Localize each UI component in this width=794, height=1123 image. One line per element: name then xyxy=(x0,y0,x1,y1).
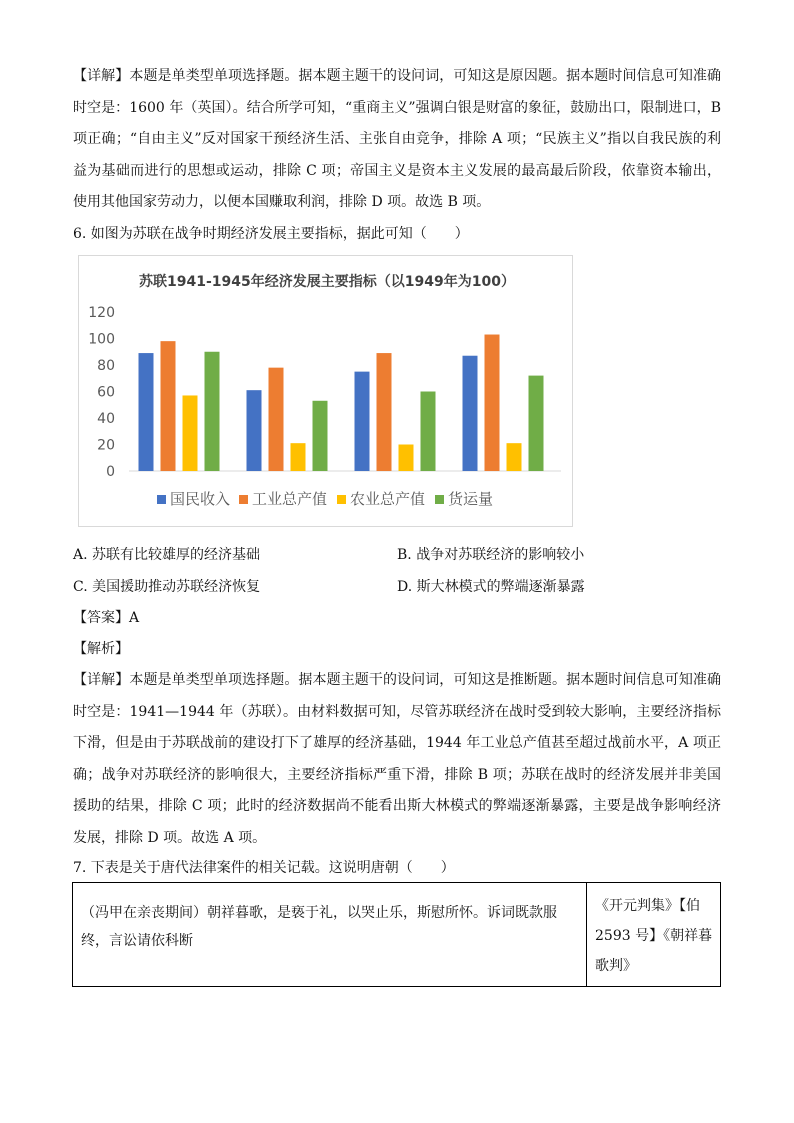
answer-label: 【答案】A xyxy=(73,610,140,626)
analysis-label: 【解析】 xyxy=(73,641,129,657)
records-table xyxy=(72,882,721,987)
bar xyxy=(205,352,220,471)
bar xyxy=(291,443,306,471)
option-b: B. 战争对苏联经济的影响较小 xyxy=(397,547,585,563)
bar xyxy=(507,443,522,471)
bar xyxy=(485,335,500,471)
y-tick-label: 120 xyxy=(88,305,115,321)
option-a: A. 苏联有比较雄厚的经济基础 xyxy=(73,547,261,563)
legend-label: 货运量 xyxy=(448,490,494,508)
chart-frame xyxy=(78,255,573,527)
bar xyxy=(399,445,414,472)
legend-swatch xyxy=(337,495,346,504)
q6-detail-paragraph: 【详解】本题是单类型单项选择题。据本题主题干的设问词，可知这是推断题。据本题时间信息可知准确时空是：1941—1944 年（苏联）。由材料数据可知，尽管苏联经济在战时受到较大影响，主要经济指标下滑，但是由于苏联战前的建设打下了雄厚的经济基础，1944 年工业总产值甚至超过战前水平，A 项正确；战争对苏联经济的影响很大，主要经济指标严重下滑，排除 B 项；苏联在战时的经济发展并非美国援助的结果，排除 C 项；此时的经济数据尚不能看出斯大林模式的弊端逐渐暴露，主要是战争影响经济发展，排除 D 项。故选 A 项。 xyxy=(73,672,721,846)
bar xyxy=(463,356,478,471)
bar xyxy=(139,353,154,471)
y-tick-label: 0 xyxy=(106,464,115,480)
y-tick-label: 80 xyxy=(97,358,115,374)
bar xyxy=(247,390,262,471)
legend-label: 农业总产值 xyxy=(350,490,426,508)
chart-title: 苏联1941-1945年经济发展主要指标（以1949年为100） xyxy=(139,274,515,290)
bar xyxy=(313,401,328,471)
table-source-cell: 《开元判集》【伯 2593 号】《朝祥暮歌判》 xyxy=(595,898,713,974)
legend-swatch xyxy=(239,495,248,504)
y-tick-label: 20 xyxy=(97,437,115,454)
table-content-cell: （冯甲在亲丧期间）朝祥暮歌，是亵于礼，以哭止乐，斯慰所怀。诉词既款服终，言讼请依科断 xyxy=(73,883,587,986)
bar xyxy=(269,368,284,471)
q5-detail-paragraph: 【详解】本题是单类型单项选择题。据本题主题干的设问词，可知这是原因题。据本题时间信息可知准确时空是：1600 年（英国）。结合所学可知，“重商主义”强调白银是财富的象征，鼓励出口，限制进口，B 项正确；“自由主义”反对国家干预经济生活、主张自由竞争，排除 A 项；“民族主义”指以自我民族的利益为基础而进行的思想或运动，排除 C 项；帝国主义是资本主义发展的最高最后阶段，依靠资本输出，使用其他国家劳动力，以便本国赚取利润，排除 D 项。故选 B 项。 xyxy=(73,68,721,210)
legend-swatch xyxy=(435,495,444,504)
legend-label: 工业总产值 xyxy=(252,490,328,508)
legend-label: 国民收入 xyxy=(170,490,231,508)
q7-stem: 7. 下表是关于唐代法律案件的相关记载。这说明唐朝（ ） xyxy=(73,860,455,876)
bar-chart xyxy=(79,256,574,528)
bar xyxy=(529,376,544,471)
bar xyxy=(377,353,392,471)
y-tick-label: 60 xyxy=(97,384,115,401)
bar xyxy=(355,372,370,471)
q6-stem: 6. 如图为苏联在战争时期经济发展主要指标，据此可知（ ） xyxy=(73,226,469,242)
y-tick-label: 40 xyxy=(97,411,115,427)
option-c: C. 美国援助推动苏联经济恢复 xyxy=(73,579,261,595)
bar xyxy=(161,341,176,471)
y-tick-label: 100 xyxy=(88,331,115,348)
legend-swatch xyxy=(157,495,166,504)
bar xyxy=(421,392,436,472)
option-d: D. 斯大林模式的弊端逐渐暴露 xyxy=(397,579,585,595)
bar xyxy=(183,395,198,471)
